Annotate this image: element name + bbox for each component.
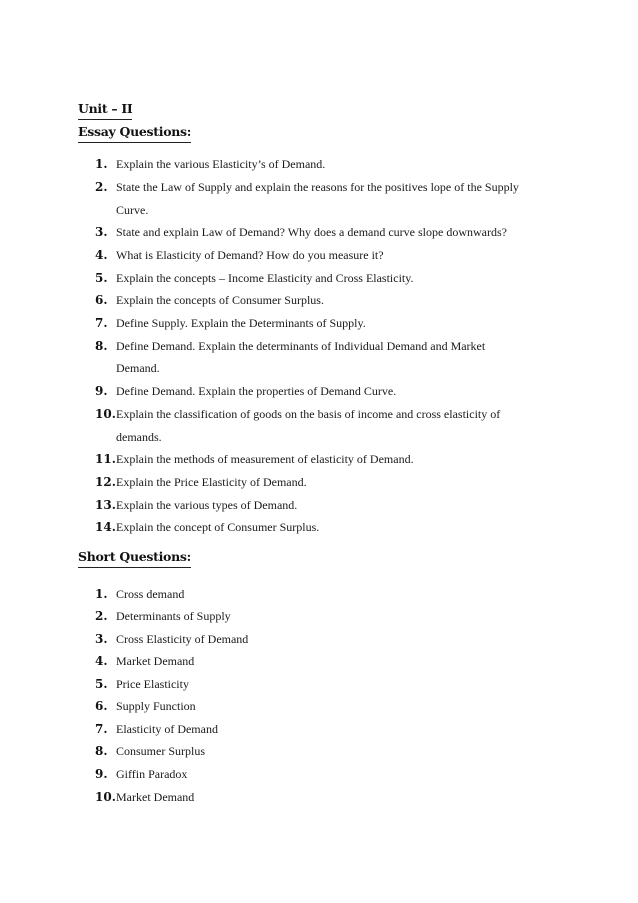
short-question-number: 5. <box>95 677 108 691</box>
short-question-number: 1. <box>95 587 108 601</box>
essay-question-text: State the Law of Supply and explain the reasons for the positives lope of the Supply <box>116 180 519 194</box>
essay-question-number: 9. <box>95 384 108 398</box>
short-question-number: 8. <box>95 744 108 758</box>
short-question-text: Elasticity of Demand <box>116 722 218 736</box>
short-question-text: Market Demand <box>116 654 195 668</box>
essay-question-text: Explain the various Elasticity’s of Demand. <box>116 157 326 171</box>
essay-question-text: Explain the concepts of Consumer Surplus. <box>116 293 324 307</box>
essay-question-number: 8. <box>95 339 108 353</box>
short-question-text: Price Elasticity <box>116 677 189 691</box>
essay-question-text: Explain the methods of measurement of elasticity of Demand. <box>116 452 414 466</box>
essay-question-text-continued: demands. <box>116 430 162 444</box>
short-question-number: 2. <box>95 609 108 623</box>
short-question-number: 4. <box>95 654 108 668</box>
essay-question-number: 5. <box>95 271 108 285</box>
essay-question-number: 11. <box>95 452 116 466</box>
short-question-text: Market Demand <box>116 790 195 804</box>
short-question-number: 6. <box>95 699 108 713</box>
essay-question-number: 3. <box>95 225 108 239</box>
essay-questions-heading <box>78 124 191 143</box>
essay-question-number: 13. <box>95 498 116 512</box>
essay-question-number: 12. <box>95 475 116 489</box>
short-question-text: Consumer Surplus <box>116 744 206 758</box>
essay-question-text: Explain the Price Elasticity of Demand. <box>116 475 307 489</box>
short-question-number: 9. <box>95 767 108 781</box>
unit-title <box>78 101 132 120</box>
essay-question-number: 1. <box>95 157 108 171</box>
essay-question-text: What is Elasticity of Demand? How do you measure it? <box>116 248 384 262</box>
essay-question-text-continued: Curve. <box>116 203 149 217</box>
short-question-number: 3. <box>95 632 108 646</box>
essay-questions-heading-text: Essay Questions: <box>78 124 191 143</box>
essay-question-number: 14. <box>95 520 116 534</box>
essay-question-text-continued: Demand. <box>116 361 160 375</box>
short-question-number: 10. <box>95 790 116 804</box>
short-questions-heading <box>78 549 191 568</box>
short-question-text: Determinants of Supply <box>116 609 231 623</box>
essay-question-text: Define Demand. Explain the determinants of Individual Demand and Market <box>116 339 486 353</box>
short-question-number: 7. <box>95 722 108 736</box>
short-question-text: Giffin Paradox <box>116 767 188 781</box>
unit-title-text: Unit – II <box>78 101 132 120</box>
essay-question-number: 4. <box>95 248 108 262</box>
essay-question-text: Explain the concepts – Income Elasticity and Cross Elasticity. <box>116 271 414 285</box>
essay-question-number: 2. <box>95 180 108 194</box>
short-question-text: Supply Function <box>116 699 196 713</box>
essay-question-number: 10. <box>95 407 116 421</box>
essay-question-number: 7. <box>95 316 108 330</box>
short-questions-heading-text: Short Questions: <box>78 549 191 568</box>
essay-question-number: 6. <box>95 293 108 307</box>
short-question-text: Cross Elasticity of Demand <box>116 632 249 646</box>
essay-question-text: Explain the concept of Consumer Surplus. <box>116 520 320 534</box>
essay-question-text: Explain the classification of goods on the basis of income and cross elasticity of <box>116 407 501 421</box>
essay-question-text: State and explain Law of Demand? Why does a demand curve slope downwards? <box>116 225 507 239</box>
essay-question-text: Explain the various types of Demand. <box>116 498 298 512</box>
short-question-text: Cross demand <box>116 587 185 601</box>
essay-question-text: Define Supply. Explain the Determinants of Supply. <box>116 316 366 330</box>
essay-question-text: Define Demand. Explain the properties of Demand Curve. <box>116 384 397 398</box>
